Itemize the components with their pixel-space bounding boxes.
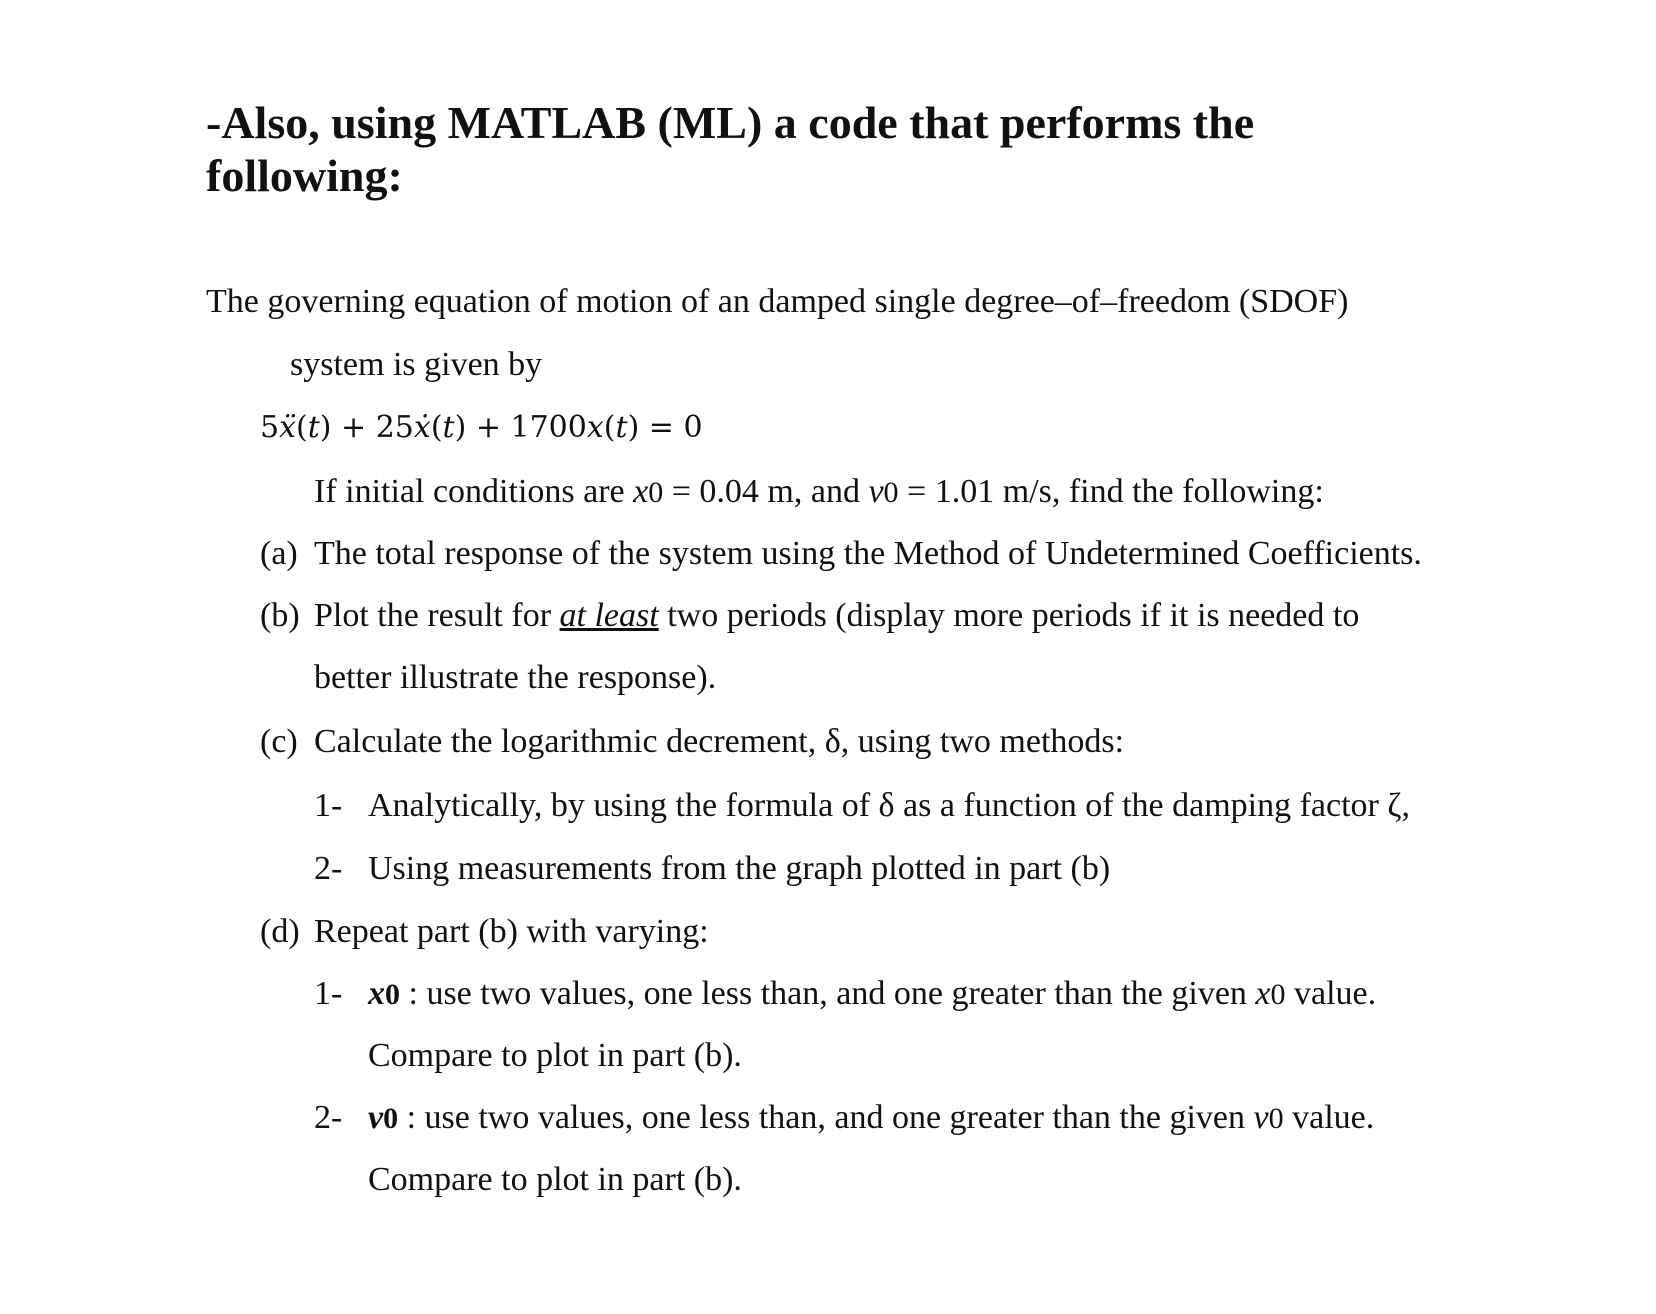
part-c-text: Calculate the logarithmic decrement, δ, using two methods: — [314, 723, 1125, 760]
eq-term: ( — [296, 410, 308, 445]
eq-term: ) + 1700 — [454, 410, 587, 445]
x0-value: = 0.04 m, and — [663, 473, 869, 510]
part-a-text: The total response of the system using the Method of Undetermined Coefficients. — [314, 535, 1422, 572]
v0-symbol: v — [1253, 1099, 1269, 1136]
x0-symbol: x — [368, 975, 385, 1012]
eq-term: t — [307, 410, 320, 445]
intro-line-2: system is given by — [290, 346, 543, 383]
list-item-end: value. — [1283, 1099, 1375, 1136]
list-number: 1- — [314, 975, 343, 1012]
list-number: 1- — [314, 787, 343, 824]
list-item-text: Using measurements from the graph plotted in part (b) — [368, 850, 1111, 887]
v0-symbol: v — [868, 473, 884, 510]
x0-subscript: 0 — [385, 978, 400, 1011]
v0-subscript: 0 — [383, 1102, 399, 1135]
part-c — [260, 722, 1124, 762]
part-d-item-1 — [314, 974, 1376, 1015]
eq-term: ) + 25 — [319, 410, 414, 445]
eq-term: ẋ — [413, 410, 431, 445]
x0-symbol: x — [1255, 975, 1271, 1012]
list-item-text: : use two values, one less than, and one greater than the given — [400, 975, 1256, 1012]
eq-term: ) = 0 — [627, 410, 703, 445]
part-b-line-2: better illustrate the response). — [314, 659, 717, 696]
part-d-item-1-line-2: Compare to plot in part (b). — [368, 1037, 742, 1074]
v0-value: = 1.01 m/s, find the following: — [898, 473, 1324, 510]
eq-term: t — [615, 410, 628, 445]
eq-term: ẍ — [279, 410, 297, 445]
list-item-text: : use two values, one less than, and one greater than the given — [398, 1099, 1254, 1136]
part-a-label: (a) — [260, 535, 298, 572]
conditions-prefix: If initial conditions are — [314, 473, 634, 510]
list-item-end: value. — [1285, 975, 1377, 1012]
part-b-emphasis: at least — [559, 597, 659, 634]
list-number: 2- — [314, 1099, 343, 1136]
initial-conditions — [314, 472, 1324, 513]
part-b-post: two periods (display more periods if it is needed to — [658, 597, 1360, 634]
list-number: 2- — [314, 850, 343, 887]
equation-of-motion — [260, 408, 703, 448]
list-item-text: Analytically, by using the formula of δ as a function of the damping factor ζ, — [368, 787, 1410, 824]
v0-symbol: v — [368, 1099, 384, 1136]
x0-subscript: 0 — [648, 476, 664, 509]
eq-term: x — [586, 410, 604, 445]
x0-subscript: 0 — [1270, 978, 1286, 1011]
part-c-label: (c) — [260, 723, 298, 760]
part-d-text: Repeat part (b) with varying: — [314, 913, 709, 950]
part-d — [260, 912, 709, 952]
part-c-item-1 — [314, 786, 1410, 826]
v0-subscript: 0 — [1268, 1102, 1284, 1135]
eq-term: ( — [430, 410, 443, 445]
eq-term: t — [442, 410, 455, 445]
eq-term: ( — [603, 410, 616, 445]
part-b — [260, 596, 1359, 636]
x0-symbol: x — [633, 473, 649, 510]
part-d-item-2-line-2: Compare to plot in part (b). — [368, 1161, 742, 1198]
eq-term: 5 — [260, 410, 280, 445]
part-c-item-2 — [314, 849, 1110, 889]
v0-subscript: 0 — [883, 476, 899, 509]
part-d-label: (d) — [260, 913, 300, 950]
part-b-pre: Plot the result for — [314, 597, 560, 634]
page-heading: -Also, using MATLAB (ML) a code that performs the following: — [206, 97, 1255, 201]
part-d-item-2 — [314, 1098, 1374, 1139]
part-a — [260, 534, 1422, 574]
intro-line-1: The governing equation of motion of an damped single degree–of–freedom (SDOF) — [206, 283, 1349, 320]
part-b-label: (b) — [260, 597, 300, 634]
